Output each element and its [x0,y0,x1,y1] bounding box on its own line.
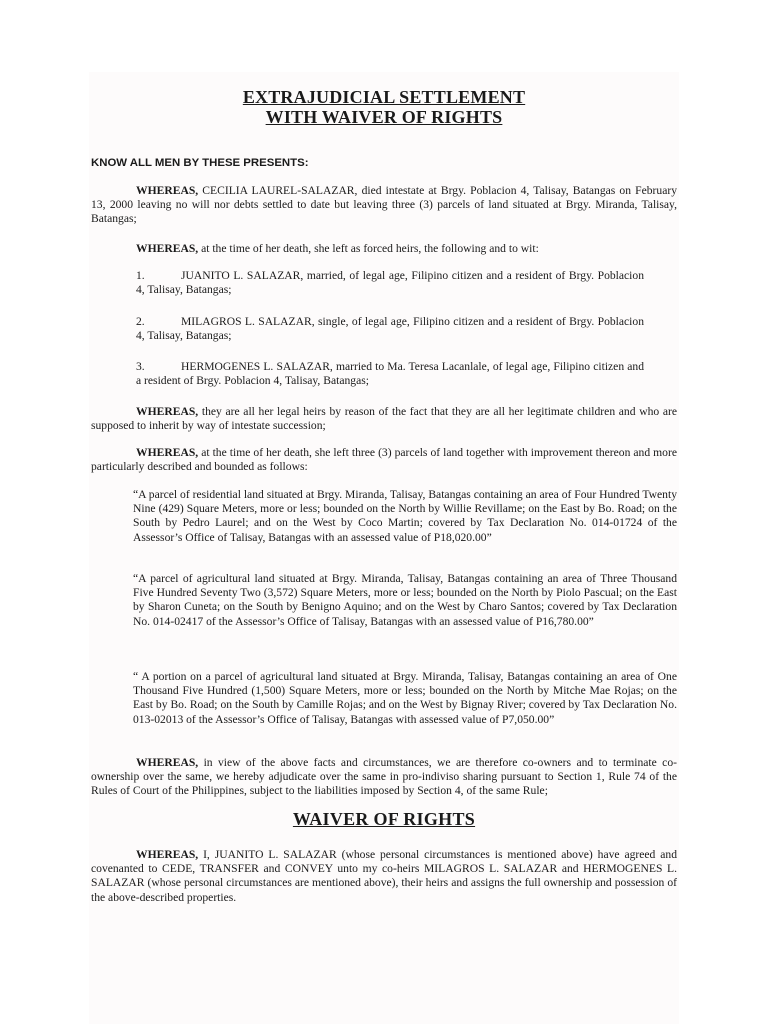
heir-text: MILAGROS L. SALAZAR, single, of legal age, Filipino citizen and a resident of Brgy. Poblacion 4, Talisay, Batangas; [136,315,644,343]
parcel-description-3: “ A portion on a parcel of agricultural land situated at Brgy. Miranda, Talisay, Batangas containing an area of One Thousand Five Hundred (1,500) Square Meters, more or less; bounded on the North by Mitche Mae Rojas; on the East by Bo. Road; on the South by Camille Rojas; and on the West by Bignay River; covered by Tax Declaration No. 013-02013 of the Assessor’s Office of Talisay, Batangas with assessed value of P7,050.00” [133,670,677,726]
heir-number: 1. [136,269,145,282]
heir-item-1 [136,269,644,297]
whereas-keyword: WHEREAS, [136,405,199,418]
whereas-keyword: WHEREAS, [136,848,199,861]
salutation: KNOW ALL MEN BY THESE PRESENTS: [91,157,309,169]
paragraph-text: they are all her legal heirs by reason of the fact that they are all her legitimate children and who are supposed to inherit by way of intestate succession; [91,405,677,433]
heir-text: HERMOGENES L. SALAZAR, married to Ma. Teresa Lacanlale, of legal age, Filipino citizen and a resident of Brgy. Poblacion 4, Talisay, Batangas; [136,360,644,388]
heir-number: 2. [136,315,145,328]
whereas-keyword: WHEREAS, [136,756,199,769]
whereas-paragraph-2 [91,242,677,256]
whereas-paragraph-5 [91,756,677,799]
paragraph-text: CECILIA LAUREL-SALAZAR, died intestate at Brgy. Poblacion 4, Talisay, Batangas on February 13, 2000 leaving no will nor debts settled to date but leaving three (3) parcels of land situated at Brgy. Miranda, Talisay, Batangas; [91,184,677,226]
parcel-description-1: “A parcel of residential land situated at Brgy. Miranda, Talisay, Batangas containing an area of Four Hundred Twenty Nine (429) Square Meters, more or less; bounded on the North by Willie Revillame; on the East by Bo. Road; on the South by Pedro Laurel; and on the West by Coco Martin; covered by Tax Declaration No. 014-01724 of the Assessor’s Office of Talisay, Batangas with an assessed value of P18,020.00” [133,488,677,544]
whereas-paragraph-6 [91,848,677,905]
whereas-keyword: WHEREAS, [136,242,199,255]
document-title-line-2: WITH WAIVER OF RIGHTS [265,107,503,127]
heir-number: 3. [136,360,145,373]
whereas-paragraph-4 [91,446,677,474]
whereas-keyword: WHEREAS, [136,184,199,197]
paragraph-text: I, JUANITO L. SALAZAR (whose personal circumstances is mentioned above) have agreed and covenanted to CEDE, TRANSFER and CONVEY unto my co-heirs MILAGROS L. SALAZAR and HERMOGENES L. SALAZAR (whose personal circumstances are mentioned above), their heirs and assigns the full ownership and possession of the above-described properties. [91,848,677,904]
paragraph-text: at the time of her death, she left three (3) parcels of land together with improvement thereon and more particularly described and bounded as follows: [91,446,677,474]
heir-item-3 [136,360,644,388]
paragraph-text: at the time of her death, she left as forced heirs, the following and to wit: [198,242,539,255]
document-title-line-1: EXTRAJUDICIAL SETTLEMENT [242,87,526,107]
waiver-heading: WAIVER OF RIGHTS [292,809,476,829]
whereas-paragraph-3 [91,405,677,433]
whereas-paragraph-1 [91,184,677,227]
heir-item-2 [136,315,644,343]
parcel-description-2: “A parcel of agricultural land situated at Brgy. Miranda, Talisay, Batangas containing an area of Three Thousand Five Hundred Seventy Two (3,572) Square Meters, more or less; bounded on the North by Piolo Pascual; on the East by Sharon Cuneta; on the South by Benigno Aquino; and on the West by Charo Santos; covered by Tax Declaration No. 014-02417 of the Assessor’s Office of Talisay, Batangas with an assessed value of P16,780.00” [133,572,677,628]
paragraph-text: in view of the above facts and circumstances, we are therefore co-owners and to terminate co-ownership over the same, we hereby adjudicate over the same in pro-indiviso sharing pursuant to Section 1, Rule 74 of the Rules of Court of the Philippines, subject to the liabilities imposed by Section 4, of the same Rule; [91,756,677,798]
heir-text: JUANITO L. SALAZAR, married, of legal age, Filipino citizen and a resident of Brgy. Poblacion 4, Talisay, Batangas; [136,269,644,297]
document-page [89,72,679,1024]
whereas-keyword: WHEREAS, [136,446,199,459]
